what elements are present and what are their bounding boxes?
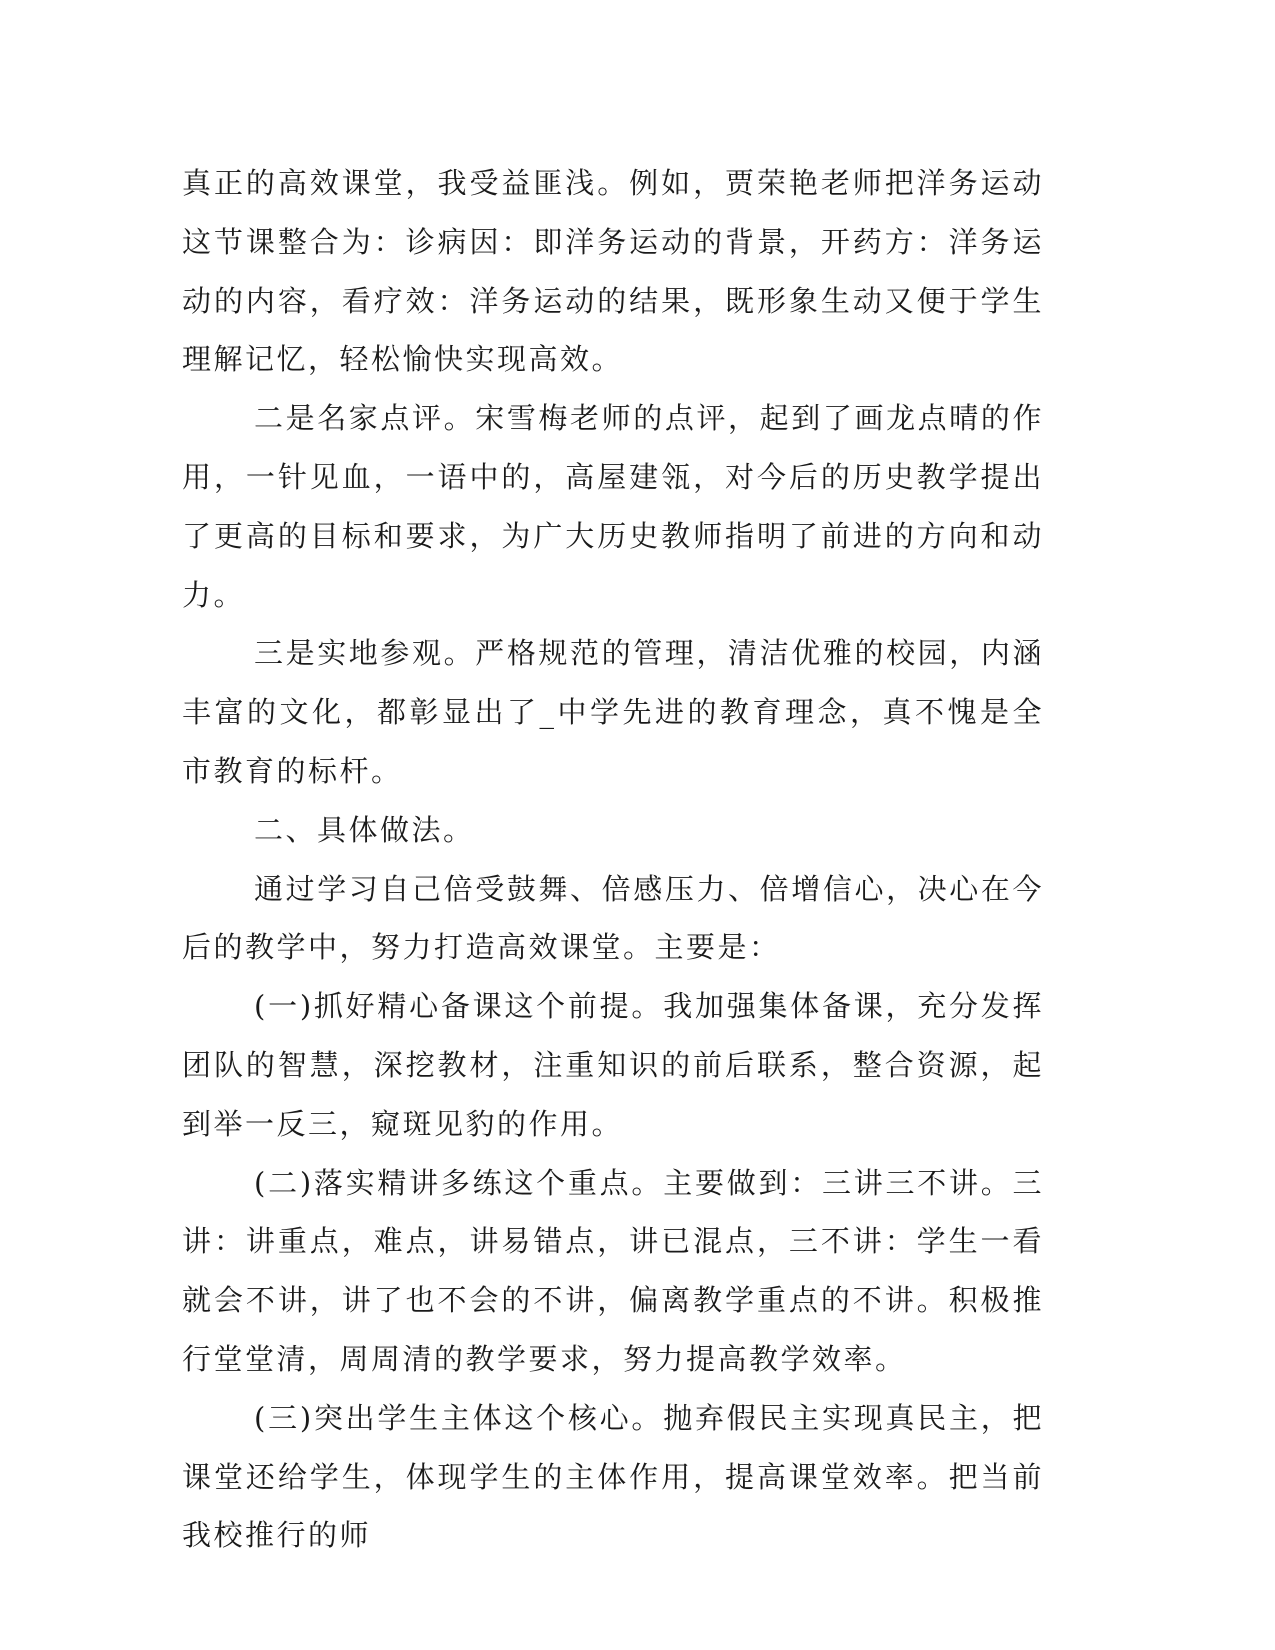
paragraph-student-centered: (三)突出学生主体这个核心。抛弃假民主实现真民主，把课堂还给学生，体现学生的主体作用，提高课堂效率。把当前我校推行的师 xyxy=(182,1400,1044,1553)
paragraph-site-visit: 三是实地参观。严格规范的管理，清洁优雅的校园，内涵丰富的文化，都彰显出了_中学先进的教育理念，真不愧是全市教育的标杆。 xyxy=(182,636,1044,788)
paragraph-focused-teaching: (二)落实精讲多练这个重点。主要做到：三讲三不讲。三讲：讲重点，难点，讲易错点，讲已混点，三不讲：学生一看就会不讲，讲了也不会的不讲，偏离教学重点的不讲。积极推行堂堂清，周周清的教学要求，努力提高教学效率。 xyxy=(182,1165,1044,1376)
paragraph-efficient-classroom: 真正的高效课堂，我受益匪浅。例如，贾荣艳老师把洋务运动这节课整合为：诊病因：即洋务运动的背景，开药方：洋务运动的内容，看疗效：洋务运动的结果，既形象生动又便于学生理解记忆，轻松愉快实现高效。 xyxy=(182,166,1044,377)
paragraph-lesson-preparation: (一)抓好精心备课这个前提。我加强集体备课，充分发挥团队的智慧，深挖教材，注重知识的前后联系，整合资源，起到举一反三，窥斑见豹的作用。 xyxy=(182,989,1044,1141)
paragraph-learning-resolve: 通过学习自己倍受鼓舞、倍感压力、倍增信心，决心在今后的教学中，努力打造高效课堂。主要是： xyxy=(182,871,1044,965)
section-heading-specific-practices: 二、具体做法。 xyxy=(254,812,475,847)
body-text xyxy=(182,154,1044,1565)
paragraph-expert-review: 二是名家点评。宋雪梅老师的点评，起到了画龙点晴的作用，一针见血，一语中的，高屋建瓴，对今后的历史教学提出了更高的目标和要求，为广大历史教师指明了前进的方向和动力。 xyxy=(182,401,1044,612)
